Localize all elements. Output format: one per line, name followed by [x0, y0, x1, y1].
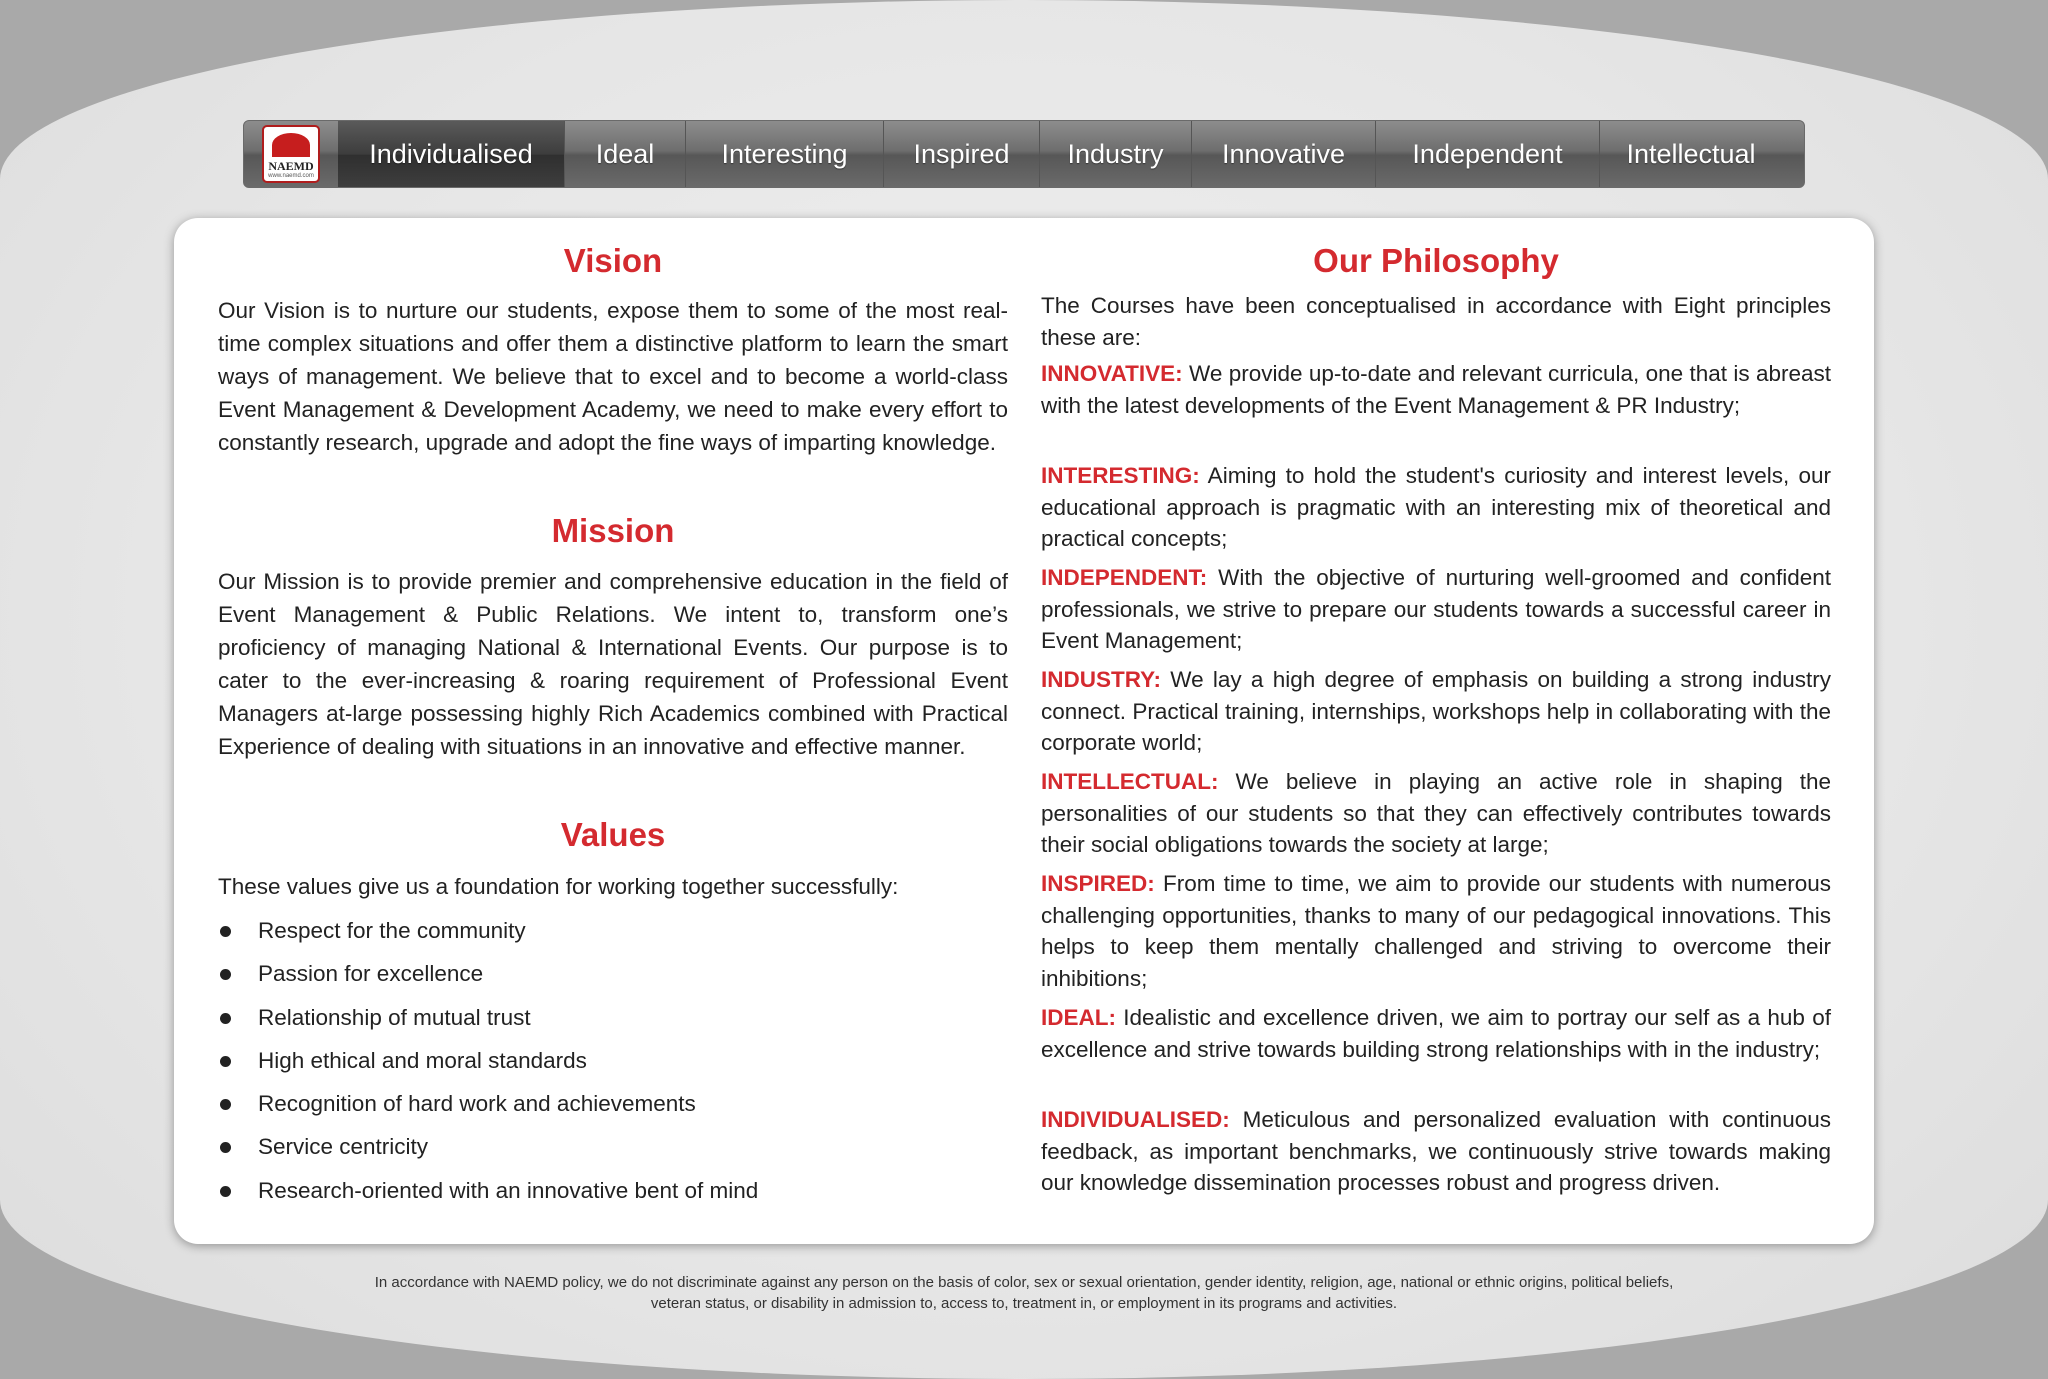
list-item: Respect for the community: [218, 916, 1008, 959]
principle-text: Meticulous and personalized evaluation with continuous feedback, as important benchmarks, we continuously strive towards making our knowledge dissemination processes robust and progress driven.: [1041, 1107, 1831, 1195]
philosophy-intro: The Courses have been conceptualised in accordance with Eight principles these are:: [1041, 293, 1831, 350]
principle-text: Idealistic and excellence driven, we aim to portray our self as a hub of excellence and strive towards building strong relationships with in the industry;: [1041, 1005, 1831, 1062]
nav-inspired[interactable]: Inspired: [884, 121, 1040, 187]
principle-tag: INDUSTRY:: [1041, 667, 1161, 692]
footer-line: In accordance with NAEMD policy, we do not discriminate against any person on the basis of color, sex or sexual orientation, gender identity, religion, age, national or ethnic origins, political beliefs,: [374, 1274, 1674, 1291]
list-item: High ethical and moral standards: [218, 1046, 1008, 1089]
footer-disclaimer: [0, 1272, 2048, 1314]
values-list: [218, 916, 1008, 1219]
nav-independent[interactable]: Independent: [1376, 121, 1600, 187]
principle-tag: INNOVATIVE:: [1041, 361, 1183, 386]
values-heading: Values: [560, 816, 666, 853]
mission-heading: Mission: [551, 512, 675, 549]
principle-tag: INTELLECTUAL:: [1041, 769, 1219, 794]
principle-tag: INTERESTING:: [1041, 463, 1200, 488]
principle-text: We provide up-to-date and relevant curricula, one that is abreast with the latest developments of the Event Management & PR Industry;: [1041, 361, 1831, 418]
principle-tag: INDIVIDUALISED:: [1041, 1107, 1230, 1132]
philosophy-item: [1041, 664, 1831, 759]
list-item: Service centricity: [218, 1132, 1008, 1175]
nav-intellectual[interactable]: Intellectual: [1626, 138, 1756, 169]
nav-ideal[interactable]: Ideal: [565, 121, 686, 187]
philosophy-item: [1041, 766, 1831, 861]
philosophy-item: [1041, 868, 1831, 994]
vision-heading: Vision: [563, 242, 663, 279]
philosophy-item: [1041, 358, 1831, 421]
nav-industry[interactable]: Industry: [1040, 121, 1192, 187]
principle-text: With the objective of nurturing well-groomed and confident professionals, we strive to prepare our students towards a successful career in Event Management;: [1041, 565, 1831, 653]
values-intro: These values give us a foundation for working together successfully:: [218, 874, 899, 899]
principle-tag: INSPIRED:: [1041, 871, 1155, 896]
nav-innovative[interactable]: Innovative: [1192, 121, 1376, 187]
philosophy-item: [1041, 1104, 1831, 1199]
logo-url: www.naemd.com: [268, 173, 314, 179]
main-navbar: [243, 120, 1805, 188]
content-card: [174, 218, 1874, 1244]
list-item: Recognition of hard work and achievements: [218, 1089, 1008, 1132]
naemd-logo: [262, 125, 320, 183]
principle-text: From time to time, we aim to provide our students with numerous challenging opportunities, thanks to many of our pedagogical innovations. This helps to keep them mentally challenged and striving to overcome their inhibitions;: [1041, 871, 1831, 991]
logo-text: NAEMD: [268, 159, 314, 173]
list-item: Relationship of mutual trust: [218, 1003, 1008, 1046]
vision-text: Our Vision is to nurture our students, expose them to some of the most real-time complex situations and offer them a distinctive platform to learn the smart ways of management. We believe that to excel and to become a world-class Event Management & Development Academy, we need to make every effort to constantly research, upgrade and adopt the fine ways of imparting knowledge.: [218, 298, 1008, 455]
philosophy-item: [1041, 1002, 1831, 1065]
list-item: Passion for excellence: [218, 959, 1008, 1002]
footer-line: veteran status, or disability in admission to, access to, treatment in, or employment in its programs and activities.: [650, 1295, 1398, 1312]
philosophy-item: [1041, 460, 1831, 555]
philosophy-heading: Our Philosophy: [1313, 242, 1559, 279]
principle-text: Aiming to hold the student's curiosity and interest levels, our educational approach is pragmatic with an interesting mix of theoretical and practical concepts;: [1041, 463, 1831, 551]
principle-text: We lay a high degree of emphasis on building a strong industry connect. Practical training, internships, workshops help in collaborating with the corporate world;: [1041, 667, 1831, 755]
nav-interesting[interactable]: Interesting: [686, 121, 884, 187]
logo-emblem-icon: [272, 133, 310, 157]
nav-individualised[interactable]: Individualised: [338, 121, 565, 187]
philosophy-item: [1041, 562, 1831, 657]
mission-text: Our Mission is to provide premier and comprehensive education in the field of Event Management & Public Relations. We intent to, transform one’s proficiency of managing National & International Events. Our purpose is to cater to the ever-increasing & roaring requirement of Professional Event Managers at-large possessing highly Rich Academics combined with Practical Experience of dealing with situations in an innovative and effective manner.: [218, 569, 1008, 759]
list-item: Research-oriented with an innovative bent of mind: [218, 1176, 1008, 1219]
principle-text: We believe in playing an active role in shaping the personalities of our students so that they can effectively contributes towards their social obligations towards the society at large;: [1041, 769, 1831, 857]
logo-link[interactable]: [244, 121, 339, 187]
principle-tag: INDEPENDENT:: [1041, 565, 1208, 590]
principle-tag: IDEAL:: [1041, 1005, 1116, 1030]
